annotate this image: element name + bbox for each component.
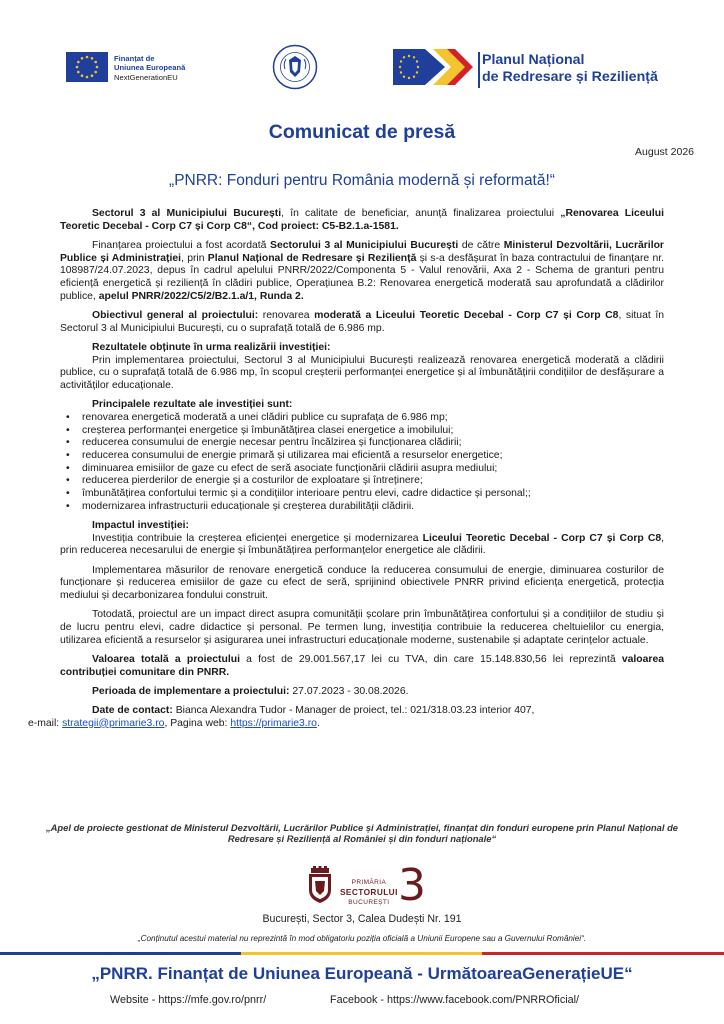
sector3-number: 3	[398, 860, 426, 911]
footer-facebook-link[interactable]: Facebook - https://www.facebook.com/PNRROficial/	[330, 994, 580, 1006]
web-label: , Pagina web:	[164, 717, 231, 729]
page-subtitle: „PNRR: Fonduri pentru România modernă și reformată!“	[169, 172, 555, 189]
objective-label: Obiectivul general al proiectului:	[92, 309, 259, 321]
list-item: • reducerea consumului de energie primară și utilizarea mai eficientă a resurselor energetice;	[60, 450, 664, 463]
sector3-crest-icon	[305, 866, 335, 904]
email-label: e-mail:	[28, 717, 63, 729]
impact-target: Liceului Teoretic Decebal - Corp C7 și Corp C8	[422, 532, 662, 544]
value-contribution: valoarea contribuției comunitare din PNRR.	[60, 653, 664, 678]
ps3-line1: PRIMĂRIA	[351, 879, 387, 886]
heading-impact: Impactul investiției:	[92, 519, 190, 531]
objective-text-d: , situat în Sectorul 3 al Municipiului București, cu o suprafață totală de 6.986 mp.	[60, 309, 665, 334]
government-seal-icon	[272, 44, 318, 90]
ps3-line2: SECTORULUI	[340, 886, 398, 897]
paragraph-objective	[60, 310, 664, 335]
paragraph-period	[60, 686, 664, 699]
email-link[interactable]: strategii@primarie3.ro	[62, 717, 165, 729]
pnrr-logo-icon	[393, 47, 475, 87]
paragraph-community: Totodată, proiectul are un impact direct asupra comunității școlare prin îmbunătățirea confortului și a condițiilor de studiu și de lucru pentru elevi, cadre didactice și personal. Pe termen lung, investiția contribuie la reducerea cheltuielilor cu energia, utilizarea eficientă a resurselor și asigurarea unei infrastructuri educaționale moderne, sustenabile și adaptate cerințelor actuale.	[60, 609, 664, 646]
list-item: • reducerea pierderilor de energie și a costurilor de exploatare și întreținere;	[60, 475, 664, 488]
beneficiary-name: Sectorul 3 al Municipiului București	[92, 208, 282, 219]
call-statement: „Apel de proiecte gestionat de Ministerul Dezvoltării, Lucrărilor Publice și Administrației, finanțat din fonduri europene prin Planul Național de Redresare și Reziliență al României și din fonduri naționale“	[45, 822, 679, 845]
financing-beneficiary: Sectorului 3 al Municipiului București	[270, 239, 459, 251]
list-item: • creșterea performanței energetice și îmbunătățirea clasei energetice a imobilului;	[60, 425, 664, 438]
financing-text-a: Finanțarea proiectului a fost acordată	[92, 239, 271, 251]
eu-flag-icon	[66, 52, 108, 82]
paragraph-results: Prin implementarea proiectului, Sectorul 3 al Municipiului București realizează renovarea energetică moderată a clădirii publice, cu o suprafață totală de 6.986 mp, în scopul creșterii performanței energetice și al îmbunătățirii condițiilor de desfășurare a activităților educaționale.	[60, 354, 664, 391]
financing-text-c: de către	[458, 239, 504, 251]
paragraph-intro	[60, 208, 664, 233]
pnrr-line1: Planul Național	[482, 52, 585, 68]
financing-text-g: și s-a desfășurat în baza contractului de finanțare nr. 108987/24.07.2023, depus în cadrul apelului PNRR/2022/Componenta 5 - Valul renovării, Axa 2 - Schema de granturi pentru eficiență energetică și reziliență în clădiri publice, Operațiunea B.2: Renovarea energetică moderată sau aprofundată a clădirilor publice,	[60, 252, 664, 302]
paragraph-measures: Implementarea măsurilor de renovare energetică conduce la reducerea consumului de energie, diminuarea costurilor de funcționare și reducerea emisiilor de gaze cu efect de seră, sprijinind obiectivele PNRR privind eficiența energetică, protecția mediului și decarbonizarea fondului construit.	[60, 564, 664, 601]
paragraph-value	[60, 654, 664, 679]
list-item: • modernizarea infrastructurii educaționale și creșterea durabilității clădirii.	[60, 501, 664, 514]
financing-ministry: Ministerul Dezvoltării, Lucrărilor Publice și Administrației	[60, 239, 664, 264]
value-text: a fost de 29.001.567,17 lei cu TVA, din care 15.148.830,56 lei reprezintă	[239, 653, 622, 665]
financing-text-e: , prin	[181, 252, 208, 264]
pnrr-label	[482, 52, 658, 86]
color-stripe	[0, 952, 724, 955]
objective-text-b: renovarea	[258, 309, 315, 321]
press-release-body	[28, 208, 665, 737]
paragraph-contact	[28, 704, 664, 730]
financing-call: apelul PNRR/2022/C5/2/B2.1.a/1, Runda 2.	[98, 290, 304, 302]
objective-target: moderată a Liceului Teoretic Decebal - Corp C7 și Corp C8	[314, 309, 619, 321]
period-label: Perioada de implementare a proiectului:	[92, 685, 290, 697]
address: București, Sector 3, Calea Dudești Nr. 191	[262, 913, 462, 925]
contact-person: Bianca Alexandra Tudor - Manager de proiect, tel.: 021/318.03.23 interior 407,	[172, 704, 535, 716]
contact-label: Date de contact:	[92, 704, 173, 716]
pnrr-divider	[478, 52, 480, 88]
eu-line1: Finanțat de	[114, 54, 155, 63]
heading-results: Rezultatele obținute în urma realizării investiției:	[92, 341, 331, 353]
pnrr-line2: de Redresare și Reziliență	[482, 69, 658, 85]
footer-title: „PNRR. Finanțat de Uniunea Europeană - UrmătoareaGenerațieUE“	[91, 964, 633, 983]
ps3-line3: BUCUREȘTI	[348, 899, 390, 906]
disclaimer: „Conținutul acestui material nu reprezintă în mod obligatoriu poziția oficială a Uniunii Europene sau a Guvernului României“.	[137, 934, 587, 943]
page-title: Comunicat de presă	[268, 121, 456, 143]
list-item: • diminuarea emisiilor de gaze cu efect de seră asociate funcționării clădirii asupra mediului;	[60, 463, 664, 476]
financing-plan: Planul Național de Redresare și Reziliență	[207, 252, 417, 264]
release-date: August 2026	[635, 146, 694, 158]
paragraph-impact	[60, 533, 664, 558]
list-item: • reducerea consumului de energie necesar pentru încălzirea și funcționarea clădirii;	[60, 437, 664, 450]
eu-line3: NextGenerationEU	[114, 72, 178, 82]
eu-line2: Uniunea Europeană	[114, 63, 186, 73]
paragraph-financing	[60, 240, 664, 304]
period-value: 27.07.2023 - 30.08.2026.	[289, 685, 409, 697]
results-list	[60, 412, 664, 514]
website-link[interactable]: https://primarie3.ro	[230, 717, 317, 729]
contact-end: .	[316, 717, 320, 729]
value-label: Valoarea totală a proiectului	[92, 653, 240, 665]
heading-main-results: Principalele rezultate ale investiției sunt:	[92, 399, 293, 411]
project-title: „Renovarea Liceului Teoretic Decebal - Corp C7 și Corp C8“, Cod proiect: C5-B2.1.a-1581.	[60, 208, 665, 232]
impact-text-a: Investiția contribuie la creșterea eficienței energetice și modernizarea	[92, 532, 423, 544]
intro-text: , în calitate de beneficiar, anunță finalizarea proiectului	[281, 208, 561, 219]
sector3-label	[340, 877, 398, 908]
list-item: • renovarea energetică moderată a unei clădiri publice cu suprafața de 6.986 mp;	[60, 412, 664, 425]
footer-website-link[interactable]: Website - https://mfe.gov.ro/pnrr/	[110, 994, 267, 1006]
list-item: • îmbunătățirea confortului termic și a condițiilor interioare pentru elevi, cadre didactice și personal;;	[60, 488, 664, 501]
eu-funding-label	[114, 54, 185, 82]
impact-text-c: , prin reducerea necesarului de energie și îmbunătățirea performanțelor energetice ale clădirii.	[60, 532, 665, 557]
